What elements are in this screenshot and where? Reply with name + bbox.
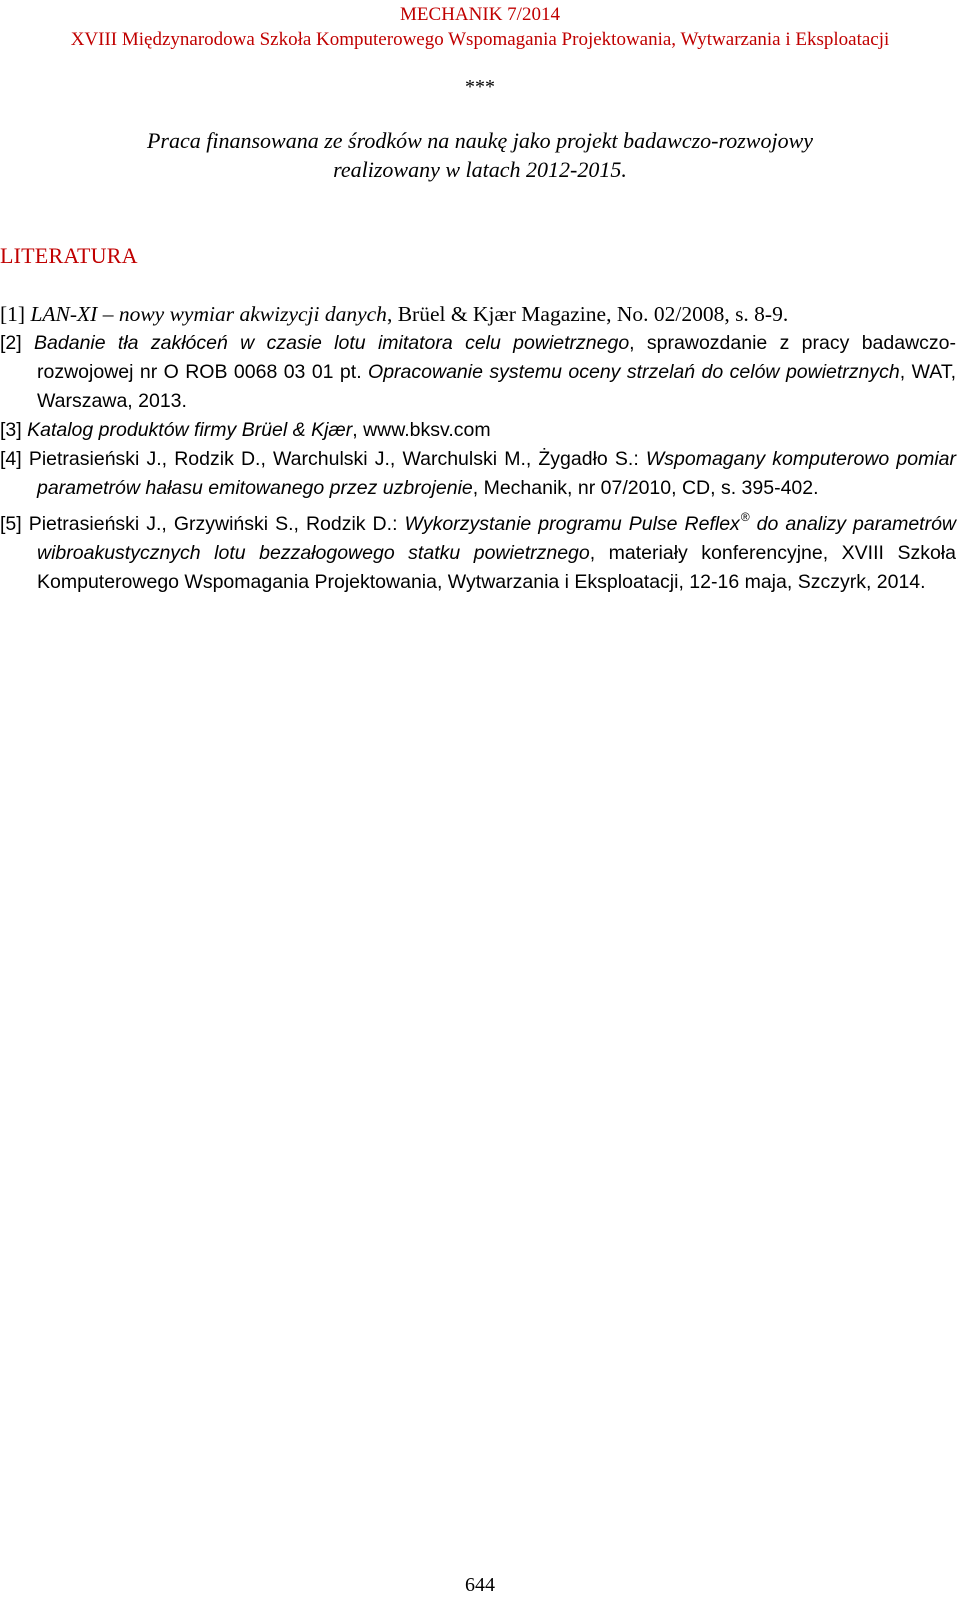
page-number: 644 [465,1574,495,1596]
reference-title: Wspomagany komputerowo pomiar parametrów hałasu emitowanego przez uzbrojenie [37,448,957,499]
reference-number: [5] [0,513,22,535]
reference-title: Badanie tła zakłóceń w czasie lotu imitatora celu powietrznego [34,332,630,354]
literature-heading: LITERATURA [0,243,138,268]
reference-2 [0,329,956,416]
registered-mark: ® [740,510,750,524]
funding-line-1: Praca finansowana ze środków na naukę jako projekt badawczo-rozwojowy [146,128,814,153]
reference-details: , Brüel & Kjær Magazine, No. 02/2008, s. 8-9. [386,302,789,326]
reference-number: [1] [0,302,26,326]
reference-details: , materiały konferencyjne, XVIII Szkoła Komputerowego Wspomagania Projektowania, Wytwarzania i Eksploatacji, 12-16 maja, Szczyrk, 2014. [37,542,956,593]
funding-note [0,126,960,184]
section-separator: *** [465,76,495,98]
conference-name: XVIII Międzynarodowa Szkoła Komputerowego Wspomagania Projektowania, Wytwarzania i Eksploatacji [70,29,890,50]
reference-number: [4] [0,448,22,470]
funding-line-2: realizowany w latach 2012-2015. [333,157,627,182]
reference-details: , Mechanik, nr 07/2010, CD, s. 395-402. [472,477,819,499]
reference-4 [0,445,956,503]
journal-issue: MECHANIK 7/2014 [400,4,560,25]
reference-list [0,300,956,597]
reference-5 [0,503,956,597]
reference-3 [0,416,956,445]
reference-subtitle: Opracowanie systemu oceny strzelań do celów powietrznych [368,361,900,383]
reference-number: [2] [0,332,22,354]
reference-title: Wykorzystanie programu Pulse Reflex [404,513,740,535]
reference-title-continued: do analizy parametrów wibroakustycznych lotu bezzałogowego statku powietrznego [37,513,957,564]
reference-authors: Pietrasieński J., Rodzik D., Warchulski J., Warchulski M., Żygadło S. [28,448,634,470]
running-header [0,2,960,52]
reference-title: LAN-XI – nowy wymiar akwizycji danych [30,302,387,326]
reference-title: Katalog produktów firmy Brüel & Kjær [27,419,353,441]
reference-number: [3] [0,419,22,441]
reference-colon: : [633,448,646,470]
reference-1 [0,300,956,329]
reference-details: , sprawozdanie z pracy badawczo-rozwojowej nr O ROB 0068 03 01 pt. [37,332,956,383]
reference-colon: : [392,513,405,535]
reference-link: , www.bksv.com [352,419,491,441]
reference-source: , WAT, Warszawa, 2013. [37,361,956,412]
reference-authors: Pietrasieński J., Grzywiński S., Rodzik D. [28,513,393,535]
